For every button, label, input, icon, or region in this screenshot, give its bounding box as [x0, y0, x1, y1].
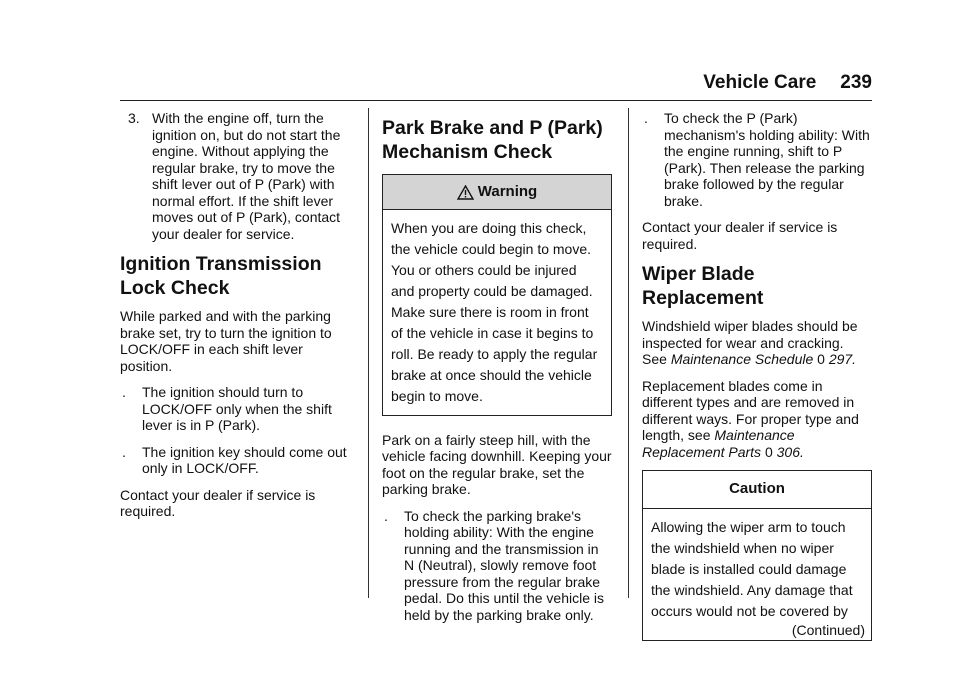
- list-item-text: To check the P (Park) mechanism's holding ability: With the engine running, shift to P (Park). Then release the parking brake followed by the regular brake.: [664, 110, 870, 209]
- section-heading: [120, 252, 350, 300]
- list-item: [642, 110, 872, 209]
- bullet-marker: .: [644, 110, 648, 126]
- column-divider: [628, 108, 629, 598]
- list-item-text: The ignition should turn to LOCK/OFF only when the shift lever is in P (Park).: [142, 384, 332, 433]
- warning-title: [383, 175, 611, 210]
- heading-line: Mechanism Check: [382, 141, 553, 163]
- reference-arrow: 0: [817, 351, 825, 367]
- cross-reference-link[interactable]: Maintenance Schedule: [670, 351, 814, 367]
- reference-arrow: 0: [764, 443, 773, 460]
- section-title: Vehicle Care: [703, 72, 817, 93]
- warning-text: When you are doing this check, the vehicle could begin to move. You or others could be injured and property could be damaged. Make sure there is room in front of the vehicle in case it begins to roll. Be ready to apply the regular brake at once should the vehicle begin to move.: [391, 219, 598, 404]
- list-item-text: To check the parking brake's holding ability: With the engine running and the transmission in N (Neutral), slowly remove foot pressure from the regular brake pedal. Do this until the vehicle is held by the parking brake only.: [404, 507, 604, 623]
- bullet-marker: .: [384, 507, 388, 524]
- list-item: [120, 384, 350, 434]
- paragraph: While parked and with the parking brake set, try to turn the ignition to LOCK/OFF in each shift lever position.: [120, 308, 332, 374]
- paragraph-text: Windshield wiper blades should be inspected for wear and cracking. See: [642, 318, 858, 367]
- column-1: [120, 110, 350, 530]
- page-number: 239: [840, 72, 872, 93]
- numbered-step: [128, 110, 350, 242]
- step-number: 3.: [128, 110, 140, 126]
- paragraph: Contact your dealer if service is required.: [642, 219, 838, 252]
- page-reference[interactable]: 297.: [828, 351, 857, 367]
- continued-label: (Continued): [791, 621, 865, 638]
- step-text: With the engine off, turn the ignition on, but do not start the engine. Without applying the regular brake, try to move the shift lever out of P (Park) with normal effort. If the shift lever moves out of P (Park), contact your dealer for service.: [152, 110, 341, 242]
- section-heading: Wiper Blade Replacement: [642, 263, 764, 309]
- list-item: [382, 508, 612, 624]
- column-divider: [368, 108, 369, 598]
- warning-box: [382, 174, 612, 416]
- heading-line: Park Brake and P (Park): [382, 117, 603, 139]
- page-reference[interactable]: 306.: [776, 443, 804, 460]
- bullet-marker: .: [122, 443, 126, 460]
- bullet-marker: .: [122, 384, 126, 400]
- caution-text: Allowing the wiper arm to touch the windshield when no wiper blade is installed could damage the windshield. Any damage that occurs would not be covered by: [651, 518, 853, 619]
- heading-line: Ignition Transmission: [120, 253, 322, 275]
- column-2: [382, 110, 612, 633]
- warning-title-text: Warning: [477, 183, 538, 200]
- paragraph: Park on a fairly steep hill, with the vehicle facing downhill. Keeping your foot on the regular brake, set the parking brake.: [382, 431, 612, 497]
- paragraph: [642, 318, 872, 368]
- header-rule: [120, 100, 872, 101]
- cross-reference-link[interactable]: Maintenance Replacement Parts: [642, 427, 795, 460]
- list-item-text: The ignition key should come out only in LOCK/OFF.: [142, 443, 347, 476]
- paragraph: Contact your dealer if service is required.: [120, 486, 316, 519]
- paragraph-text: Replacement blades come in different types and are removed in different ways. For proper type and length, see: [642, 377, 859, 443]
- page-header: [703, 72, 872, 94]
- caution-box: [642, 470, 872, 641]
- section-heading: [382, 116, 612, 164]
- paragraph: [642, 378, 872, 461]
- column-3: [642, 110, 872, 657]
- warning-triangle-icon: [457, 185, 474, 200]
- caution-title: Caution: [643, 471, 871, 509]
- list-item: [120, 444, 350, 477]
- heading-line: Lock Check: [120, 277, 230, 299]
